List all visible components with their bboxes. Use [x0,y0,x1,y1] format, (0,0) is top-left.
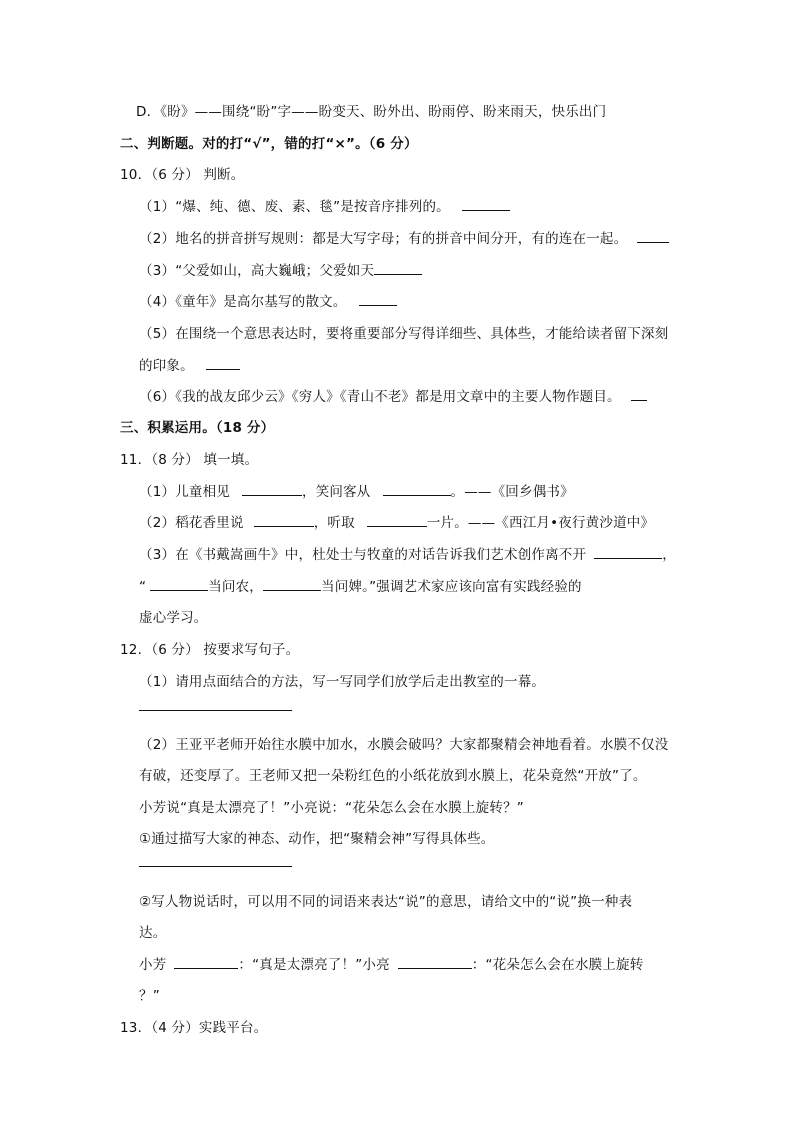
q10-item-5: （5）在围绕一个意思表达时，要将重要部分写得详细些、具体些，才能给读者留下深刻 [139,326,669,342]
q12-sub-2-line2: 达。 [139,925,167,941]
answer-blank[interactable] [631,388,647,401]
q12-sub-2-fill: 小芳 ：“真是太漂亮了！”小亮 ：“花朵怎么会在水膜上旋转 [139,957,644,973]
answer-blank[interactable] [206,357,240,370]
q11-item-3: （3）在《书戴嵩画牛》中，杜处士与牧童的对话告诉我们艺术创作离不开 ， [139,547,676,563]
answer-blank[interactable] [374,262,422,275]
q11-item-3-end: 虚心学习。 [139,610,208,626]
answer-blank[interactable] [594,546,662,559]
q10-item-1: （1）“爆、纯、德、废、素、毯”是按音序排列的。 [139,198,510,216]
answer-blank[interactable] [254,514,314,527]
q13-heading: 13．（4 分）实践平台。 [120,1020,268,1036]
section-3-title: 三、积累运用。（18 分） [120,420,275,436]
q12-heading: 12．（6 分） 按要求写句子。 [120,642,300,658]
q10-heading: 10．（6 分） 判断。 [120,167,245,183]
answer-line[interactable] [139,866,292,867]
q10-item-2: （2）地名的拼音拼写规则：都是大写字母；有的拼音中间分开，有的连在一起。 [139,230,669,248]
q12-item-1: （1）请用点面结合的方法，写一写同学们放学后走出教室的一幕。 [139,674,546,690]
q11-item-3-cont: “ 当问农， 当问婢。”强调艺术家应该向富有实践经验的 [139,579,582,595]
answer-blank[interactable] [462,198,510,211]
answer-line[interactable] [139,710,292,711]
q12-sub-2-end: ？” [139,988,160,1004]
q12-sub-1: ①通过描写大家的神态、动作，把“聚精会神”写得具体些。 [139,831,495,847]
answer-blank[interactable] [367,514,427,527]
answer-blank[interactable] [359,293,397,306]
answer-blank[interactable] [637,230,669,243]
q11-item-2: （2）稻花香里说 ，听取 一片。——《西江月•夜行黄沙道中》 [139,515,655,531]
q10-item-6: （6）《我的战友邱少云》《穷人》《青山不老》都是用文章中的主要人物作题目。 [139,388,647,406]
answer-blank[interactable] [398,956,472,969]
q12-item-2-line3: 小芳说“真是太漂亮了！”小亮说：“花朵怎么会在水膜上旋转？” [139,800,524,816]
q10-item-5-cont: 的印象。 [139,357,240,375]
q12-item-2: （2）王亚平老师开始往水膜中加水，水膜会破吗？大家都聚精会神地看着。水膜不仅没 [139,737,669,753]
q11-heading: 11．（8 分） 填一填。 [120,452,259,468]
answer-blank[interactable] [150,578,208,591]
q10-item-4: （4）《童年》是高尔基写的散文。 [139,293,397,311]
option-d: D．《盼》——围绕“盼”字——盼变天、盼外出、盼雨停、盼来雨天，快乐出门 [136,104,607,120]
answer-blank[interactable] [174,956,238,969]
q12-item-2-line2: 有破，还变厚了。王老师又把一朵粉红色的小纸花放到水膜上，花朵竟然“开放”了。 [139,768,647,784]
section-2-title: 二、判断题。对的打“√”，错的打“×”。（6 分） [120,136,418,152]
answer-blank[interactable] [383,483,451,496]
q10-item-3: （3）“父爱如山，高大巍峨；父爱如天 [139,262,422,280]
answer-blank[interactable] [242,483,302,496]
q11-item-1: （1）儿童相见 ，笑问客从 。——《回乡偶书》 [139,484,574,500]
answer-blank[interactable] [263,578,321,591]
q12-sub-2: ②写人物说话时，可以用不同的词语来表达“说”的意思，请给文中的“说”换一种表 [139,894,633,910]
